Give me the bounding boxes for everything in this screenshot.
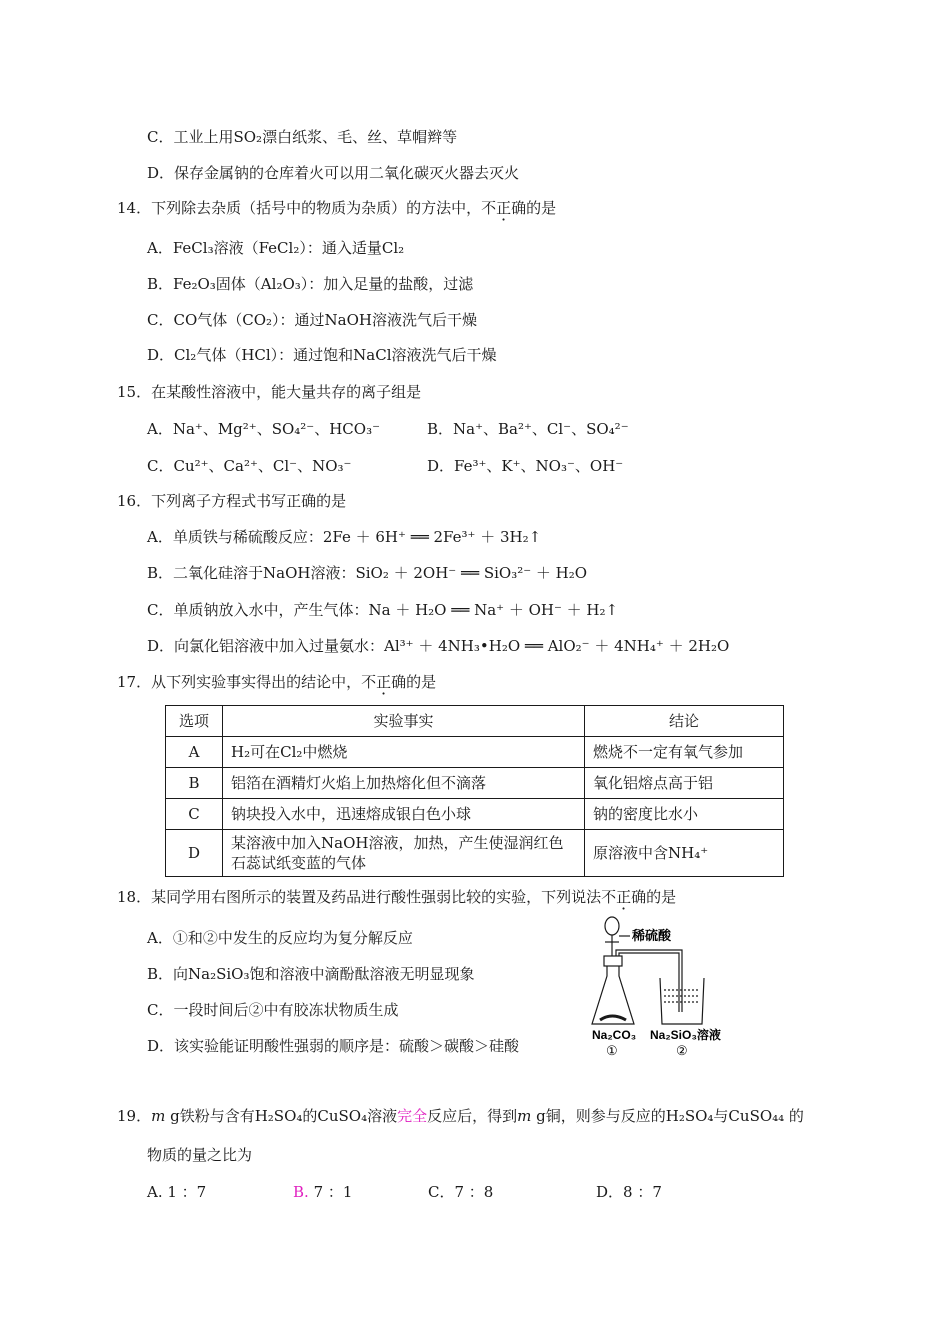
q19-option-b-letter: B. [293, 1183, 309, 1201]
beaker-number: ② [676, 1044, 688, 1059]
table-cell: 氧化铝熔点高于铝 [585, 768, 784, 799]
q16-option-a: A．单质铁与稀硫酸反应：2Fe ＋ 6H⁺ ══ 2Fe³⁺ ＋ 3H₂↑ [147, 528, 542, 546]
q19-number: 19． [117, 1107, 152, 1125]
table-header-row [166, 706, 784, 737]
table-cell: B [166, 768, 223, 799]
q19-stem [117, 1106, 804, 1126]
flask [592, 956, 634, 1024]
q16-option-b: B．二氧化硅溶于NaOH溶液：SiO₂ ＋ 2OH⁻ ══ SiO₃²⁻ ＋ H₂O [147, 564, 588, 582]
q19-option-a: A. 1 ：7 [147, 1183, 207, 1201]
table-cell: 燃烧不一定有氧气参加 [585, 737, 784, 768]
q15-stem: 15．在某酸性溶液中，能大量共存的离子组是 [117, 383, 422, 401]
flask-label: Na₂CO₃ [592, 1028, 637, 1042]
flask-number: ① [606, 1044, 618, 1059]
q18-stem-post: 的是 [646, 888, 677, 906]
table-cell: D [166, 830, 223, 877]
q14-emphasis: 不正确 [481, 199, 527, 217]
table-row [166, 799, 784, 830]
q17-stem-post: 的是 [406, 673, 437, 691]
table-cell: C [166, 799, 223, 830]
table-cell: H₂可在Cl₂中燃烧 [223, 737, 585, 768]
q14-stem-pre: 14．下列除去杂质（括号中的物质为杂质）的方法中， [117, 199, 482, 217]
q17-table [165, 705, 784, 877]
q19-segment: g铜，则参与反应的H₂SO₄与CuSO₄₄ 的 [531, 1107, 804, 1125]
q19-stem-line2: 物质的量之比为 [147, 1146, 253, 1164]
q18-option-c: C．一段时间后②中有胶冻状物质生成 [147, 1001, 399, 1019]
q19-option-b-value: 7 ：1 [308, 1183, 353, 1201]
q17-stem-pre: 17．从下列实验事实得出的结论中， [117, 673, 362, 691]
q15-option-c: C．Cu²⁺、Ca²⁺、Cl⁻、NO₃⁻ [147, 457, 352, 475]
q14-option-a: A．FeCl₃溶液（FeCl₂）：通入适量Cl₂ [147, 239, 405, 257]
table-header-cell: 选项 [166, 706, 223, 737]
table-row [166, 830, 784, 877]
table-header-cell: 结论 [585, 706, 784, 737]
q14-option-b: B．Fe₂O₃固体（Al₂O₃）：加入足量的盐酸，过滤 [147, 275, 474, 293]
q19-variable-m: m [517, 1107, 532, 1125]
q19-variable-m: m [151, 1107, 166, 1125]
table-cell: 钠块投入水中，迅速熔成银白色小球 [223, 799, 585, 830]
q18-emphasis: 不正确 [601, 888, 647, 906]
acid-label: 稀硫酸 [632, 928, 672, 943]
q13-option-d: D．保存金属钠的仓库着火可以用二氧化碳灭火器去灭火 [147, 164, 520, 182]
q14-option-c: C．CO气体（CO₂）：通过NaOH溶液洗气后干燥 [147, 311, 477, 329]
q19-highlight: 完全 [397, 1107, 428, 1125]
q19-segment: 反应后，得到 [427, 1107, 518, 1125]
q18-option-a: A．①和②中发生的反应均为复分解反应 [147, 929, 413, 947]
q14-option-d: D．Cl₂气体（HCl）：通过饱和NaCl溶液洗气后干燥 [147, 346, 497, 364]
table-cell: 铝箔在酒精灯火焰上加热熔化但不滴落 [223, 768, 585, 799]
table-cell: 钠的密度比水小 [585, 799, 784, 830]
q14-stem-post: 的是 [526, 199, 557, 217]
q18-stem-pre: 18．某同学用右图所示的装置及药品进行酸性强弱比较的实验，下列说法 [117, 888, 602, 906]
table-cell: 某溶液中加入NaOH溶液，加热，产生使湿润红色石蕊试纸变蓝的气体 [223, 830, 585, 877]
table-row [166, 737, 784, 768]
beaker-label: Na₂SiO₃溶液 [650, 1028, 721, 1042]
q19-segment: g铁粉与含有H₂SO₄的CuSO₄溶液 [165, 1107, 398, 1125]
q19-option-d: D．8 ：7 [596, 1183, 662, 1201]
q15-option-b: B．Na⁺、Ba²⁺、Cl⁻、SO₄²⁻ [427, 420, 629, 438]
q18-option-b: B．向Na₂SiO₃饱和溶液中滴酚酞溶液无明显现象 [147, 965, 475, 983]
table-cell: A [166, 737, 223, 768]
table-cell: 原溶液中含NH₄⁺ [585, 830, 784, 877]
q13-option-c: C．工业上用SO₂漂白纸浆、毛、丝、草帽辫等 [147, 128, 458, 146]
q17-stem [117, 672, 436, 692]
q16-option-c: C．单质钠放入水中，产生气体：Na ＋ H₂O ══ Na⁺ ＋ OH⁻ ＋ H₂↑ [147, 601, 619, 619]
q18-stem [117, 887, 676, 907]
q15-option-d: D．Fe³⁺、K⁺、NO₃⁻、OH⁻ [427, 457, 624, 475]
q18-option-d: D．该实验能证明酸性强弱的顺序是：硫酸＞碳酸＞硅酸 [147, 1037, 520, 1055]
table-row [166, 768, 784, 799]
q14-stem [117, 198, 556, 218]
apparatus-diagram [590, 912, 750, 1062]
q19-option-b [293, 1182, 352, 1202]
table-header-cell: 实验事实 [223, 706, 585, 737]
q17-emphasis: 不正确 [361, 673, 407, 691]
q16-stem: 16．下列离子方程式书写正确的是 [117, 492, 347, 510]
q16-option-d: D．向氯化铝溶液中加入过量氨水：Al³⁺ ＋ 4NH₃•H₂O ══ AlO₂⁻ ＋ 4NH₄⁺ ＋ 2H₂O [147, 637, 730, 655]
q15-option-a: A．Na⁺、Mg²⁺、SO₄²⁻、HCO₃⁻ [147, 420, 381, 438]
q19-option-c: C．7 ：8 [428, 1183, 494, 1201]
delivery-tube [616, 950, 682, 1012]
